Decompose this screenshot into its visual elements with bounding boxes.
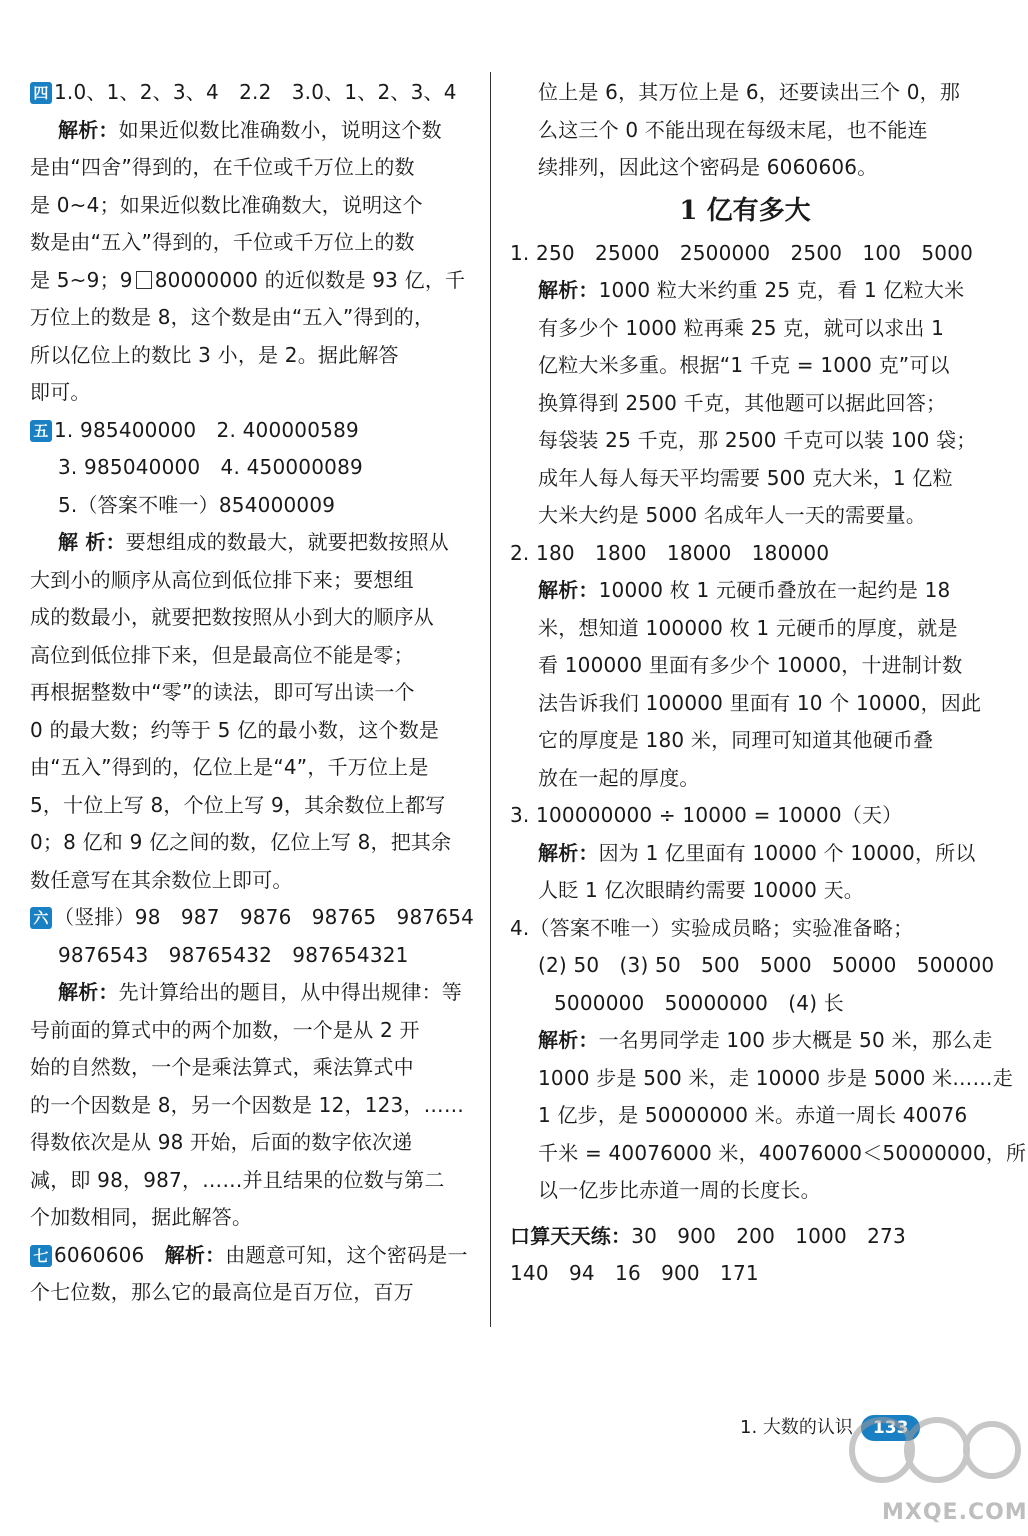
r1-label: 解析： (538, 278, 599, 302)
r1-analysis-line (510, 272, 965, 310)
q4-analysis-text: 如果近似数比准确数小，说明这个数 (118, 117, 442, 142)
q7-line: 个七位数，那么它的最高位是百万位，百万 (30, 1280, 414, 1304)
r2-analysis-text: 10000 枚 1 元硬币叠放在一起约是 18 (598, 578, 951, 602)
q4-answer: 1.0、1、2、3、4 2.2 3.0、1、2、3、4 (54, 80, 457, 104)
r1-line: 每袋装 25 千克，那 2500 千克可以装 100 袋； (538, 428, 977, 452)
r4-analysis-line (510, 1022, 993, 1060)
q5-label: 解 析： (58, 530, 126, 554)
r4-answer-2: (2) 50 (3) 50 500 5000 50000 500000 (538, 953, 995, 977)
q6-answer-1: （竖排）98 987 9876 98765 987654 (54, 905, 475, 929)
continuation-line: 位上是 6，其万位上是 6，还要读出三个 0，那 (538, 80, 961, 104)
r4-answer: 4.（答案不唯一）实验成员略；实验准备略； (510, 915, 914, 940)
q4-line: 即可。 (30, 380, 91, 404)
q5-line: 0 的最大数；约等于 5 亿的最小数，这个数是 (30, 717, 440, 742)
q5-line: 高位到低位排下来，但是最高位不能是零； (30, 642, 414, 667)
q6-line: 减，即 98，987，……并且结果的位数与第二 (30, 1167, 445, 1192)
r1-analysis-text: 1000 粒大米约重 25 克，看 1 亿粒大米 (598, 278, 965, 302)
q6-analysis-text: 先计算给出的题目，从中得出规律：等 (118, 980, 463, 1004)
q4-line: 所以亿位上的数比 3 小，是 2。据此解答 (30, 342, 399, 367)
q5-line: 由“五入”得到的，亿位上是“4”，千万位上是 (30, 755, 429, 779)
watermark-logo (842, 1400, 1028, 1530)
r2-analysis-line (510, 572, 960, 610)
r4-line: 1 亿步，是 50000000 米。赤道一周长 40076 (538, 1103, 968, 1127)
q7-answer-line (30, 1237, 480, 1275)
r1-line: 大米大约是 5000 名成年人一天的需要量。 (538, 503, 927, 527)
continuation-line: 续排列，因此这个密码是 6060606。 (538, 155, 878, 179)
q5-analysis-text: 要想组成的数最大，就要把数按照从 (125, 530, 449, 554)
r4-answer-3: 5000000 50000000 (4) 长 (554, 990, 844, 1015)
r2-line: 法告诉我们 100000 里面有 10 个 10000，因此 (538, 690, 982, 715)
mental-math-line (510, 1218, 960, 1256)
q6-label: 解析： (58, 980, 119, 1004)
r4-label: 解析： (538, 1028, 599, 1052)
left-column (30, 74, 480, 1312)
watermark-text: MXQE.COM (882, 1500, 1028, 1525)
watermark-icon (842, 1400, 1022, 1500)
q4-badge: 四 (30, 82, 52, 104)
r3-line: 人眨 1 亿次眼睛约需要 10000 天。 (538, 878, 864, 902)
q4-label: 解析： (58, 117, 119, 142)
q5-line: 0；8 亿和 9 亿之间的数，亿位上写 8，把其余 (30, 830, 452, 854)
r2-line: 它的厚度是 180 米，同理可知道其他硬币叠 (538, 728, 934, 752)
r1-line: 亿粒大米多重。根据“1 千克 = 1000 克”可以 (538, 353, 950, 377)
q6-badge: 六 (30, 907, 52, 929)
q6-analysis-line (30, 974, 480, 1012)
r4-analysis-text: 一名男同学走 100 步大概是 50 米，那么走 (598, 1028, 993, 1052)
r1-line: 有多少个 1000 粒再乘 25 克，就可以求出 1 (538, 315, 945, 340)
spacer (510, 1210, 960, 1218)
q6-line: 号前面的算式中的两个加数，一个是从 2 开 (30, 1017, 420, 1042)
q5-answer-2: 3. 985040000 4. 450000089 (58, 455, 363, 479)
q5-line: 5，十位上写 8，个位上写 9，其余数位上都写 (30, 792, 446, 817)
r3-analysis-text: 因为 1 亿里面有 10000 个 10000，所以 (598, 840, 976, 865)
r4-line: 1000 步是 500 米，走 10000 步是 5000 米……走 (538, 1065, 1013, 1090)
blank-box-icon (136, 271, 152, 289)
q7-badge: 七 (30, 1245, 52, 1267)
section-title: 1 亿有多大 (679, 195, 811, 226)
r3-answer: 3. 100000000 ÷ 10000 = 10000（天） (510, 803, 903, 827)
q5-answer-1: 1. 985400000 2. 400000589 (54, 417, 359, 442)
q5-line: 再根据整数中“零”的读法，即可写出读一个 (30, 680, 415, 704)
right-column (510, 74, 1027, 1293)
q6-line: 得数依次是从 98 开始，后面的数字依次递 (30, 1130, 413, 1154)
q4-line5-post: 80000000 的近似数是 93 亿，千 (154, 267, 466, 292)
q7-analysis-text: 由题意可知，这个密码是一 (225, 1242, 468, 1267)
q7-label: 解析： (164, 1242, 226, 1267)
q6-line: 始的自然数，一个是乘法算式，乘法算式中 (30, 1055, 414, 1079)
q6-answer-2: 9876543 98765432 987654321 (58, 942, 409, 967)
q4-line5-pre: 是 5~9；9 (30, 267, 133, 292)
r2-label: 解析： (538, 578, 599, 602)
r1-line: 换算得到 2500 千克，其他题可以据此回答； (538, 390, 947, 415)
mental-math-values-1: 30 900 200 1000 273 (631, 1223, 906, 1248)
q5-analysis-line (30, 524, 480, 562)
q6-line: 的一个因数是 8，另一个因数是 12，123，…… (30, 1092, 465, 1117)
r2-line: 米，想知道 100000 枚 1 元硬币的厚度，就是 (538, 615, 958, 640)
mental-math-label: 口算天天练： (510, 1223, 632, 1248)
page-number: 133 (861, 1415, 921, 1441)
q4-line-with-box (30, 262, 480, 300)
r1-answer: 1. 250 25000 2500000 2500 100 5000 (510, 240, 974, 265)
chapter-title: 1. 大数的认识 (740, 1417, 853, 1438)
q5-line: 大到小的顺序从高位到低位排下来；要想组 (30, 567, 414, 592)
q5-answer-3: 5.（答案不唯一）854000009 (58, 492, 336, 517)
column-divider (490, 72, 491, 1327)
q4-answer-line (30, 74, 480, 112)
q7-answer: 6060606 (54, 1242, 145, 1267)
q5-badge: 五 (30, 420, 52, 442)
mental-math-values-2: 140 94 16 900 171 (510, 1261, 759, 1285)
continuation-line: 么这三个 0 不能出现在每级末尾，也不能连 (538, 117, 928, 142)
q4-line: 数是由“五入”得到的，千位或千万位上的数 (30, 230, 415, 254)
r2-line: 放在一起的厚度。 (538, 765, 700, 790)
q4-line: 是 0~4；如果近似数比准确数大，说明这个 (30, 192, 423, 217)
q4-analysis-line (30, 112, 480, 150)
q5-line: 成的数最小，就要把数按照从小到大的顺序从 (30, 605, 434, 629)
q4-line: 万位上的数是 8，这个数是由“五入”得到的， (30, 305, 435, 329)
r1-line: 成年人每人每天平均需要 500 克大米，1 亿粒 (538, 465, 953, 490)
q5-answer-line (30, 412, 480, 450)
q6-answer-line (30, 899, 480, 937)
q6-line: 个加数相同，据此解答。 (30, 1205, 253, 1229)
r4-line: 千米 = 40076000 米，40076000＜50000000，所 (538, 1140, 1027, 1165)
r3-analysis-line (510, 835, 976, 873)
r2-answer: 2. 180 1800 18000 180000 (510, 540, 830, 565)
r2-line: 看 100000 里面有多少个 10000，十进制计数 (538, 653, 963, 677)
q4-line: 是由“四舍”得到的，在千位或千万位上的数 (30, 155, 415, 179)
r3-label: 解析： (538, 840, 599, 865)
r4-line: 以一亿步比赤道一周的长度长。 (538, 1178, 821, 1202)
q5-line: 数任意写在其余数位上即可。 (30, 867, 293, 892)
